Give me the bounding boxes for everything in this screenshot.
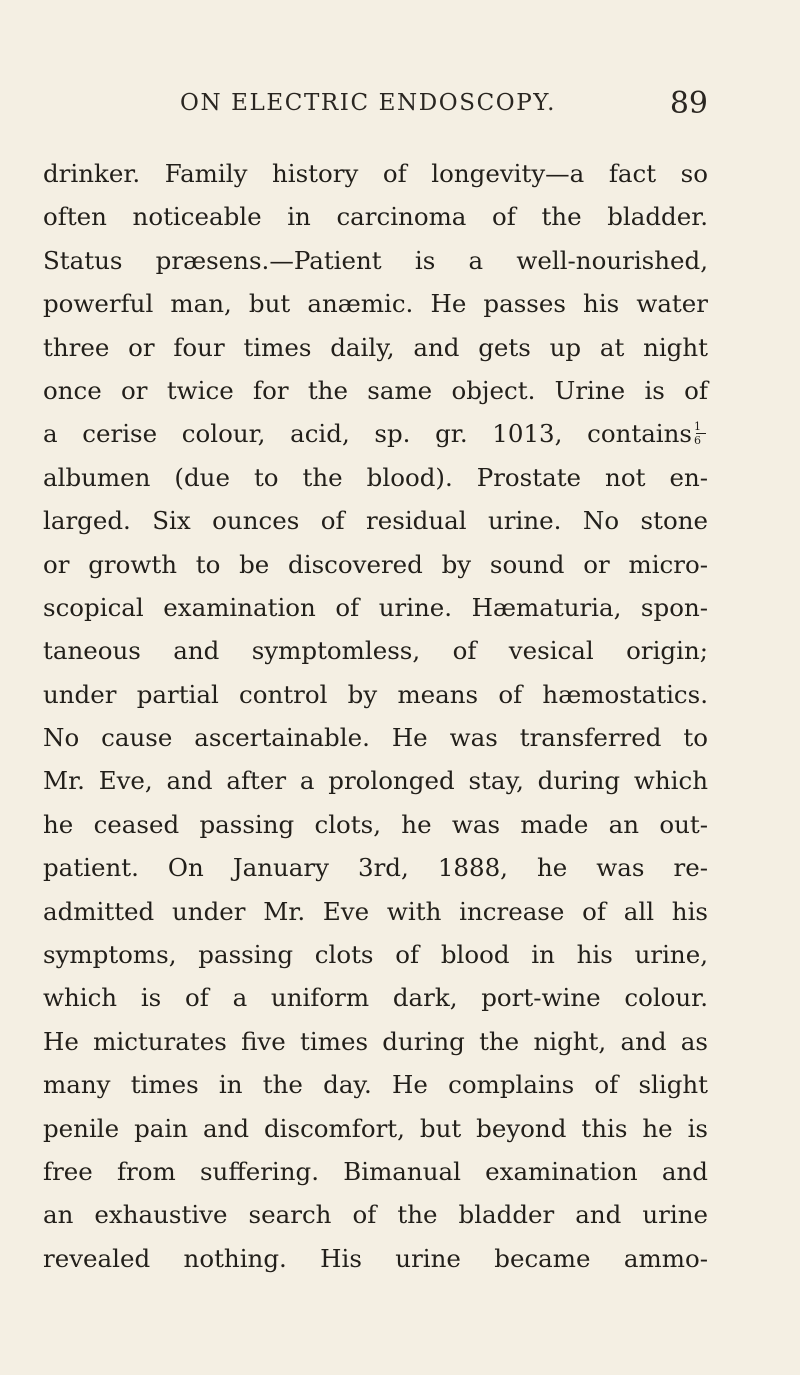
text-line: scopical examination of urine. Hæmaturia, spon- (43, 592, 708, 622)
text-line: often noticeable in carcinoma of the bladder. (43, 202, 708, 232)
text-line: free from suffering. Bimanual examination and (43, 1156, 708, 1186)
text-line: under partial control by means of hæmostatics. (43, 679, 708, 709)
text-line-with-fraction (43, 412, 708, 455)
text-line: Status præsens.—Patient is a well-nourished, (43, 245, 708, 275)
text-line: powerful man, but anæmic. He passes his water (43, 289, 708, 319)
text-line: penile pain and discomfort, but beyond this he is (43, 1113, 708, 1143)
text-line: larged. Six ounces of residual urine. No stone (43, 506, 708, 536)
fraction-numerator: 1 (694, 420, 701, 434)
text-line: three or four times daily, and gets up at night (43, 332, 708, 362)
text-line: revealed nothing. His urine became ammo- (43, 1243, 708, 1273)
fraction-denominator: 6 (694, 434, 701, 448)
text-line: which is of a uniform dark, port-wine colour. (43, 983, 708, 1013)
text-line: once or twice for the same object. Urine is of (43, 375, 708, 405)
text-line: Mr. Eve, and after a prolonged stay, during which (43, 766, 708, 796)
page-number: 89 (669, 86, 708, 121)
text-line: taneous and symptomless, of vesical origin; (43, 636, 708, 666)
text-line: he ceased passing clots, he was made an out- (43, 809, 708, 839)
text-line: He micturates five times during the night, and as (43, 1026, 708, 1056)
text-line: symptoms, passing clots of blood in his urine, (43, 940, 708, 970)
fraction (694, 420, 708, 448)
running-title: ON ELECTRIC ENDOSCOPY. (180, 90, 557, 116)
body-text (43, 152, 708, 1280)
text-line: patient. On January 3rd, 1888, he was re- (43, 853, 708, 883)
page-header (180, 86, 708, 126)
text-line: albumen (due to the blood). Prostate not en- (43, 462, 708, 492)
text-segment: a cerise colour, acid, sp. gr. 1013, contains (43, 419, 692, 449)
text-line: No cause ascertainable. He was transferred to (43, 723, 708, 753)
text-line: or growth to be discovered by sound or micro- (43, 549, 708, 579)
text-line: admitted under Mr. Eve with increase of all his (43, 896, 708, 926)
text-line: drinker. Family history of longevity—a fact so (43, 159, 708, 188)
text-line: many times in the day. He complains of slight (43, 1070, 708, 1100)
text-line: an exhaustive search of the bladder and urine (43, 1200, 708, 1230)
